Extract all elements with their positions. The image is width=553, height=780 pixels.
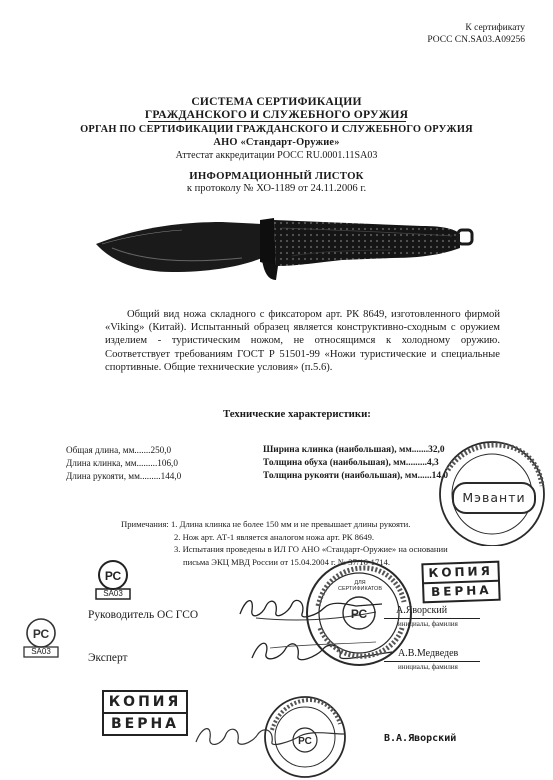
mevanti-text: Мэванти	[462, 490, 526, 505]
ref-line-2: РОСС CN.SA03.A09256	[427, 35, 525, 45]
spec-value: 106,0	[157, 458, 178, 468]
copy-stamp-right	[421, 561, 500, 604]
note-1-text: 1. Длина клинка не более 150 мм и не превышает длины рукояти.	[170, 519, 411, 529]
head-name: А.Яворский	[396, 605, 448, 616]
spec-left-0	[66, 445, 171, 455]
spec-label: Длина клинка, мм.........	[66, 458, 158, 468]
spec-right-1	[263, 458, 439, 468]
organization-seal-upper	[304, 558, 414, 668]
svg-text:РС: РС	[350, 607, 368, 621]
specs-title: Технические характеристики:	[223, 408, 371, 420]
knife-image	[92, 208, 482, 296]
copy-name: В.А.Яворский	[384, 733, 457, 744]
spec-label: Ширина клинка (наибольшая), мм.......	[263, 445, 429, 455]
svg-text:РС: РС	[104, 569, 122, 583]
note-3a: 3. Испытания проведены в ИЛ ГО АНО «Стандарт-Оружие» на основании	[174, 544, 448, 555]
svg-text:РС: РС	[32, 627, 50, 641]
description-paragraph: Общий вид ножа складного с фиксатором арт. РК 8649, изготовленного фирмой «Viking» (Китай). Испытанный образец является конструктивно-сходным с оружием изделием - туристическим ножом, не относящимся к холодному оружию. Соответствует требованиям ГОСТ Р 51501-99 «Ножи туристические и специальные спортивные. Общие технические условия» (п.5.6).	[105, 309, 500, 373]
spec-label: Толщина обуха (наибольшая), мм.........	[263, 458, 428, 468]
header-divider	[148, 121, 406, 122]
note-3b: письма ЭКЦ МВД России от 15.04.2004 г. № 37/16-1714.	[183, 556, 391, 567]
head-label: Руководитель ОС ГСО	[88, 609, 199, 621]
expert-label: Эксперт	[88, 652, 128, 664]
mevanti-stamp	[452, 482, 536, 514]
spec-value: 144,0	[160, 471, 182, 481]
organ-title: ОРГАН ПО СЕРТИФИКАЦИИ ГРАЖДАНСКОГО И СЛУЖЕБНОГО ОРУЖИЯ	[80, 124, 473, 135]
spec-value: 4,3	[427, 458, 439, 468]
head-caption: инициалы, фамилия	[398, 620, 458, 628]
copy-stamp-line-2: ВЕРНА	[424, 580, 499, 602]
spec-value: 14,0	[431, 471, 449, 481]
certification-mark-1	[88, 558, 138, 600]
certificate-reference	[427, 22, 525, 46]
spec-label: Общая длина, мм.......	[66, 445, 151, 455]
cert-mark-code: SA03	[31, 647, 51, 656]
svg-text:РС: РС	[298, 736, 312, 747]
copy-stamp-line-2: ВЕРНА	[104, 712, 186, 734]
spec-label: Толщина рукояти (наибольшая), мм......	[263, 471, 432, 481]
spec-left-2	[66, 471, 181, 481]
ref-line-1: К сертификату	[465, 23, 525, 33]
ano-name: АНО «Стандарт-Оружие»	[213, 137, 340, 148]
document-title: ИНФОРМАЦИОННЫЙ ЛИСТОК	[189, 170, 364, 182]
expert-name: А.В.Медведев	[398, 648, 459, 659]
note-2: 2. Нож арт. АТ-1 является аналогом ножа арт. РК 8649.	[174, 531, 375, 542]
knife-blade	[96, 222, 262, 272]
spec-value: 32,0	[428, 445, 445, 455]
copy-stamp-bottom	[102, 690, 188, 736]
seal-center-text: ДЛЯ СЕРТИФИКАТОВ	[337, 580, 382, 592]
spec-value: 250,0	[150, 445, 172, 455]
system-title-1: СИСТЕМА СЕРТИФИКАЦИИ	[191, 95, 362, 108]
note-1	[121, 518, 448, 531]
copy-stamp-line-1: КОПИЯ	[428, 563, 494, 581]
protocol-line: к протоколу № ХО-1189 от 24.11.2006 г.	[186, 183, 367, 194]
accreditation-line: Аттестат аккредитации РОСС RU.0001.11SA03	[175, 150, 378, 161]
spec-label: Длина рукояти, мм.........	[66, 471, 161, 481]
expert-caption: инициалы, фамилия	[398, 663, 458, 671]
knife-handle	[274, 220, 460, 266]
system-title-2: ГРАЖДАНСКОГО И СЛУЖЕБНОГО ОРУЖИЯ	[144, 108, 409, 121]
copy-stamp-line-1: КОПИЯ	[108, 694, 182, 710]
certification-mark-2	[16, 616, 66, 658]
organization-seal-lower	[262, 694, 348, 780]
spec-left-1	[66, 458, 178, 468]
notes-prefix: Примечания:	[121, 519, 169, 529]
cert-mark-code: SA03	[103, 589, 123, 598]
